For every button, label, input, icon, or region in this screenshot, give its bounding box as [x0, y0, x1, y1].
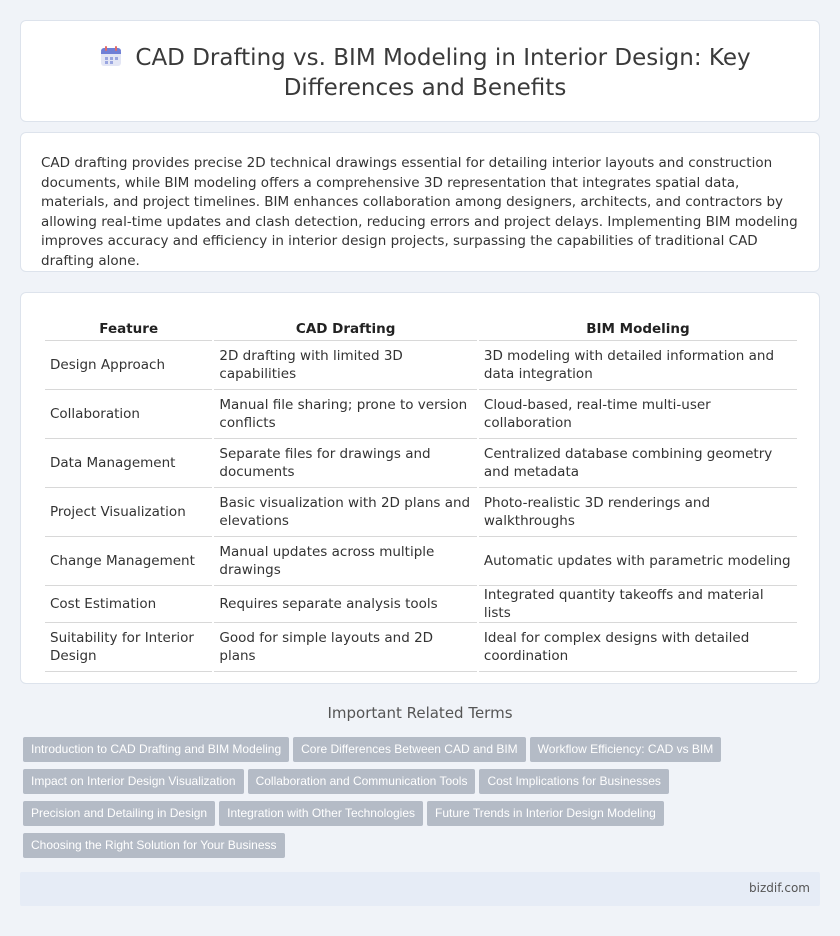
intro-card	[20, 132, 820, 272]
related-term-tag[interactable]: Precision and Detailing in Design	[23, 801, 215, 826]
table-row	[45, 537, 797, 586]
table-row	[45, 439, 797, 488]
related-term-tag[interactable]: Core Differences Between CAD and BIM	[293, 737, 526, 762]
cad-cell: Good for simple layouts and 2D plans	[214, 623, 477, 672]
calendar-icon	[99, 44, 123, 68]
footer-site-link[interactable]: bizdif.com	[749, 881, 810, 895]
table-row	[45, 390, 797, 439]
feature-cell: Design Approach	[45, 341, 212, 390]
table-header-row	[45, 313, 797, 341]
table-row	[45, 586, 797, 623]
cad-cell: Manual updates across multiple drawings	[214, 537, 477, 586]
page-title-wrap	[51, 43, 799, 103]
feature-cell: Collaboration	[45, 390, 212, 439]
table-row	[45, 623, 797, 672]
table-row	[45, 341, 797, 390]
bim-cell: Photo-realistic 3D renderings and walkthroughs	[479, 488, 797, 537]
cad-cell: Requires separate analysis tools	[214, 586, 477, 623]
cad-cell: 2D drafting with limited 3D capabilities	[214, 341, 477, 390]
related-term-tag[interactable]: Workflow Efficiency: CAD vs BIM	[530, 737, 722, 762]
feature-cell: Data Management	[45, 439, 212, 488]
cad-cell: Basic visualization with 2D plans and elevations	[214, 488, 477, 537]
feature-cell: Cost Estimation	[45, 586, 212, 623]
bim-cell: Centralized database combining geometry and metadata	[479, 439, 797, 488]
table-row	[45, 488, 797, 537]
related-term-tag[interactable]: Cost Implications for Businesses	[479, 769, 668, 794]
header-card	[20, 20, 820, 122]
related-term-tag[interactable]: Integration with Other Technologies	[219, 801, 423, 826]
cad-cell: Manual file sharing; prone to version conflicts	[214, 390, 477, 439]
cad-cell: Separate files for drawings and documents	[214, 439, 477, 488]
bim-cell: Integrated quantity takeoffs and material lists	[479, 586, 797, 623]
bim-cell: Automatic updates with parametric modeling	[479, 537, 797, 586]
related-term-tag[interactable]: Collaboration and Communication Tools	[248, 769, 476, 794]
related-terms-title: Important Related Terms	[327, 704, 513, 722]
bim-cell: Ideal for complex designs with detailed coordination	[479, 623, 797, 672]
page-title: CAD Drafting vs. BIM Modeling in Interior Design: Key Differences and Benefits	[135, 45, 751, 101]
related-terms-tags	[23, 737, 813, 865]
related-term-tag[interactable]: Impact on Interior Design Visualization	[23, 769, 244, 794]
feature-cell: Change Management	[45, 537, 212, 586]
bim-cell: Cloud-based, real-time multi-user collaboration	[479, 390, 797, 439]
footer	[20, 872, 820, 906]
comparison-table-card	[20, 292, 820, 684]
header-feature: Feature	[45, 313, 212, 341]
feature-cell: Project Visualization	[45, 488, 212, 537]
header-bim-modeling: BIM Modeling	[479, 313, 797, 341]
related-term-tag[interactable]: Choosing the Right Solution for Your Business	[23, 833, 285, 858]
related-term-tag[interactable]: Introduction to CAD Drafting and BIM Modeling	[23, 737, 289, 762]
bim-cell: 3D modeling with detailed information and data integration	[479, 341, 797, 390]
related-term-tag[interactable]: Future Trends in Interior Design Modeling	[427, 801, 664, 826]
feature-cell: Suitability for Interior Design	[45, 623, 212, 672]
comparison-table	[43, 313, 799, 672]
intro-paragraph: CAD drafting provides precise 2D technical drawings essential for detailing interior layouts and construction documents, while BIM modeling offers a comprehensive 3D representation that integrates spatial data, materials, and project timelines. BIM enhances collaboration among designers, architects, and contractors by allowing real-time updates and clash detection, reducing errors and project delays. Implementing BIM modeling improves accuracy and efficiency in interior design projects, surpassing the capabilities of traditional CAD drafting alone.	[41, 155, 798, 269]
header-cad-drafting: CAD Drafting	[214, 313, 477, 341]
